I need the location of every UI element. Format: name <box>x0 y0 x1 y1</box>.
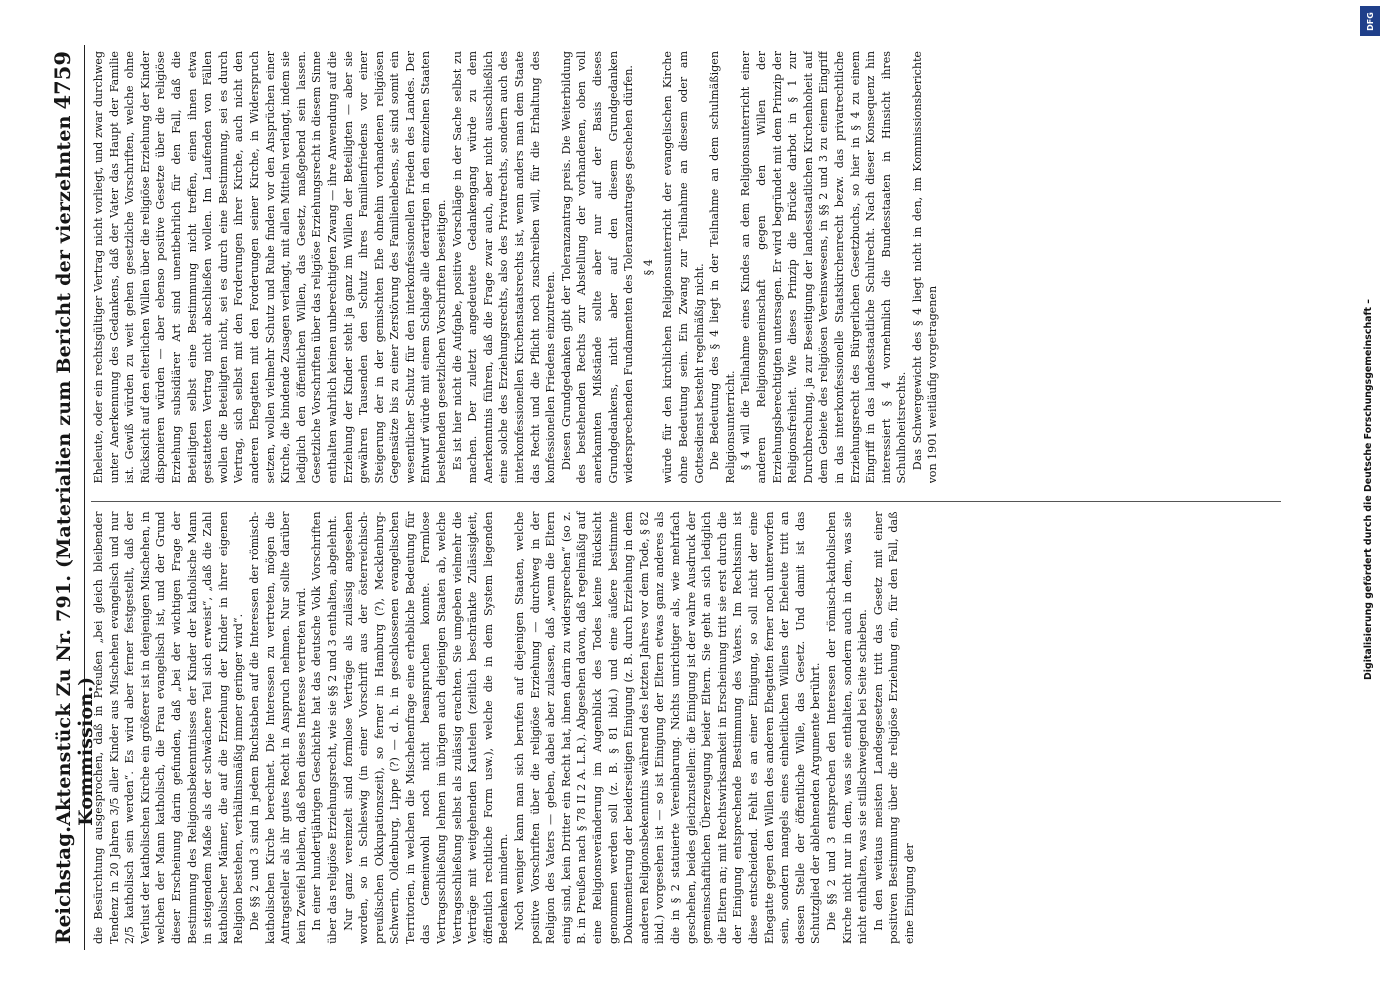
paragraph: Eheleute, oder ein rechtsgültiger Vertrag nicht vorliegt, und zwar durchweg unter Anerkennung des Gedankens, daß der Vater das Haupt der Familie ist. Gewiß würden zu weit gehen gesetzliche Vorschriften, welche ohne Rücksicht auf den elterlichen Willen über die religiöse Erziehung der Kinder disponieren würden — aber ebenso positive Gesetze über die religiöse Erziehung subsidiärer Art sind unentbehrlich für den Fall, daß die Beteiligten selbst eine Bestimmung nicht treffen, einen ihnen etwa gestatteten Vertrag nicht abschließen wollen. Im Laufenden von Fällen wollen die Beteiligten nicht, sei es durch eine Bestimmung, sei es durch Vertrag, sich selbst mit den Forderungen ihrer Kirche, auch nicht den anderen Ehegatten mit den Forderungen seiner Kirche, in Widerspruch setzen, wollen vielmehr Schutz und Ruhe finden vor den Ansprüchen einer Kirche, die bindende Zusagen verlangt, mit allen Mitteln verlangt, indem sie lediglich den öffentlichen Willen, das Gesetz, maßgebend sein lassen. Gesetzliche Vorschriften über das religiöse Erziehungsrecht in diesem Sinne enthalten wahrlich keinen unberechtigten Zwang — ihre Anwendung auf die Erziehung der Kinder steht ja ganz im Willen der Beteiligten — aber sie gewähren Tausenden den Schutz ihres Familienfriedens vor einer Steigerung der in der gemischten Ehe ohnehin vorhandenen religiösen Gegensätze bis zu einer Zerstörung des Familienlebens, sie sind somit ein wesentlicher Schutz für den interkonfessionellen Frieden des Landes. Der Entwurf würde mit einem Schlage alle derartigen in den einzelnen Staaten bestehenden gesetzlichen Vorschriften beseitigen. <box>92 51 449 484</box>
paragraph: Die Bedeutung des § 4 liegt in der Teilnahme an dem schulmäßigen Religionsunterricht. <box>708 51 737 484</box>
paragraph: Nur ganz vereinzelt sind formlose Verträge als zulässig angesehen worden, so in Schleswig (in einer Vorschrift aus der österreichisch-preußischen Okkupationszeit), so ferner in Hamburg (?), Mecklenburg-Schwerin, Oldenburg, Lippe (?) — d. h. in geschlossenen evangelischen Territorien, in welchen die Mischehenfrage eine erhebliche Bedeutung für das Gemeinwohl noch nicht beanspruchen konnte. Formlose Vertragsschließung lehnen im übrigen auch diejenigen Staaten ab, welche Vertragsschließung selbst als zulässig erachten. Sie umgeben vielmehr die Verträge mit weitgehenden Kautelen (zeitlich beschränkte Zulässigkeit, öffentlich rechtliche Form usw.), welche die in dem System liegenden Bedenken mindern. <box>341 511 511 944</box>
page-number: 4759 <box>50 51 75 110</box>
credit-line: Digitalisierung gefördert durch die Deutsche Forschungsgemeinschaft – <box>1363 299 1374 680</box>
paragraph: Das Schwergewicht des § 4 liegt nicht in den, im Kommissionsberichte von 1901 weitläufig vorgetragenen <box>910 51 940 484</box>
column-left <box>91 502 1281 945</box>
paragraph: Die §§ 2 und 3 entsprechen den Interessen der römisch-katholischen Kirche nicht nur in dem, was sie enthalten, sondern auch in dem, was sie nicht enthalten, was sie stillschweigend bei Seite schieben. <box>824 511 870 944</box>
section-heading: § 4 <box>641 259 655 276</box>
paragraph: Diesen Grundgedanken gibt der Toleranzantrag preis. Die Weiterbildung des bestehenden Rechts zur Abstellung der vorhandenen, oben voll anerkannten Mißstände sollte aber nur auf der Basis dieses Grundgedankens, nicht aber auf den diesem Grundgedanken widersprechenden Fundamenten des Toleranzantrages geschehen dürfen. <box>559 51 636 484</box>
paragraph: In den weitaus meisten Landesgesetzen tritt das Gesetz mit einer positiven Bestimmung über die religiöse Erziehung ein, für den Fall, daß eine Einigung der <box>871 511 916 944</box>
sidebar-strip <box>1357 0 1383 1000</box>
rotated-page <box>50 45 1295 950</box>
paragraph: Die §§ 2 und 3 sind in jedem Buchstaben auf die Interessen der römisch-katholischen Kirche berechnet. Die Interessen zu vertreten, mögen die Antragsteller als ihr gutes Recht in Anspruch nehmen. Nur sollte darüber kein Zweifel bleiben, daß eben dieses Interesse vertreten wird. <box>247 511 308 944</box>
dfg-logo: DFG <box>1360 6 1380 36</box>
paragraph: In einer hundertjährigen Geschichte hat das deutsche Volk Vorschriften über das religiöse Erziehungsrecht, wie sie §§ 2 und 3 enthalten, abgelehnt. <box>310 511 339 944</box>
header-title: Aktenstück Zu Nr. 791. (Materialien zum Bericht der vierzehnten Kommission.) <box>53 115 97 826</box>
text-columns <box>85 45 1281 950</box>
paragraph: würde für den kirchlichen Religionsunterricht der evangelischen Kirche ohne Bedeutung sein. Ein Zwang zur Teilnahme an diesem oder am Gottesdienst besteht regelmäßig nicht. <box>661 51 706 484</box>
header-left: Reichstag. <box>51 825 75 944</box>
paragraph: § 4 will die Teilnahme eines Kindes an dem Religionsunterricht einer anderen Religionsgemeinschaft gegen den Willen der Erziehungsberechtigten untersagen. Er wird begründet mit dem Prinzip der Religionsfreiheit. Wie dieses Prinzip die Brücke darbot in § 1 zur Durchbrechung, ja zur Beseitigung der landesstaatlichen Kirchenhoheit auf dem Gebiete des religiösen Vereinswesens, in §§ 2 und 3 zu einem Eingriff in das interkonfessionelle Staatskirchenrecht bezw. das privatrechtliche Erziehungsrecht des Bürgerlichen Gesetzbuchs, so hier in § 4 zu einem Eingriff in das landesstaatliche Schulrecht. Nach dieser Konsequenz hin interessiert § 4 vornehmlich die Bundesstaaten in Hinsicht ihres Schulhoheitsrechts. <box>739 51 909 484</box>
paragraph: die Besürchtung ausgesprochen, daß in Preußen „bei gleich bleibender Tendenz in 20 Jahren 3/5 aller Kinder aus Mischehen evangelisch und nur 2/5 katholisch sein werden“. Es wird aber ferner festgestellt, daß der Verlust der katholischen Kirche ein größerer ist in denjenigen Mischehen, in welchen der Mann katholisch, die Frau evangelisch ist, und der Grund dieser Erscheinung darin gefunden, daß „bei der wichtigen Frage der Bestimmung des Religionsbekenntnisses der Kinder der katholische Mann in steigendem Maße als der schwächere Teil sich erweist“, „daß die Zahl katholischer Männer, die auf die Erziehung der Kinder in ihrer eigenen Religion bestehen, verhältnismäßig immer geringer wird“. <box>92 511 246 944</box>
paragraph: Es ist hier nicht die Aufgabe, positive Vorschläge in der Sache selbst zu machen. Der zuletzt angedeutete Gedankengang würde zu dem Anerkenntnis führen, daß die Frage zwar auch, aber nicht ausschließlich eine solche des Erziehungsrechts, also des Privatrechts, sondern auch des interkonfessionellen Kirchenstaatsrechts ist, wenn anders man dem Staate das Recht und die Pflicht noch zuschreiben will, für die Erhaltung des konfessionellen Friedens einzutreten. <box>450 51 558 484</box>
column-right <box>91 51 1281 484</box>
running-head <box>50 45 97 950</box>
paragraph: Noch weniger kann man sich berufen auf diejenigen Staaten, welche positive Vorschriften über die religiöse Erziehung — durchweg in der Religion des Vaters — geben, dabei aber zulassen, daß „wenn die Eltern einig sind, kein Dritter ein Recht hat, ihnen darin zu widersprechen“ (so z. B. in Preußen nach § 78 II 2 A. L.R.). Abgesehen davon, daß regelmäßig auf eine Religionsveränderung im Augenblick des Todes keine Rücksicht genommen werden soll (z. B. § 81 ibid.) und eine äußere bestimmte Dokumentierung der beiderseitigen Einigung (z. B. durch Erziehung in dem anderen Religionsbekenntnis während des letzten Jahres vor dem Tode, § 82 ibid.) vorgesehen ist — so ist Einigung der Eltern etwas ganz anderes als die in § 2 statuierte Vereinbarung. Nichts unrichtiger als, wie mehrfach geschehen, beides gleichzustellen: die Einigung ist der wahre Ausdruck der gemeinschaftlichen Überzeugung beider Eltern. Sie geht an sich lediglich die Eltern an; mit Rechtswirksamkeit in Erscheinung tritt sie erst durch die der Einigung entsprechende Bestimmung des Vaters. Im Rechtssinn ist diese entscheidend. Fehlt es an einer Einigung, so soll nicht der eine Ehegatte gegen den Willen des anderen Ehegatten ferner noch unterworfen sein, sondern mangels eines einheitlichen Willens der Eheleute tritt an dessen Stelle der öffentliche Wille, das Gesetz. Und damit ist das Schutzglied der ablehnenden Argumente berührt. <box>513 511 823 944</box>
